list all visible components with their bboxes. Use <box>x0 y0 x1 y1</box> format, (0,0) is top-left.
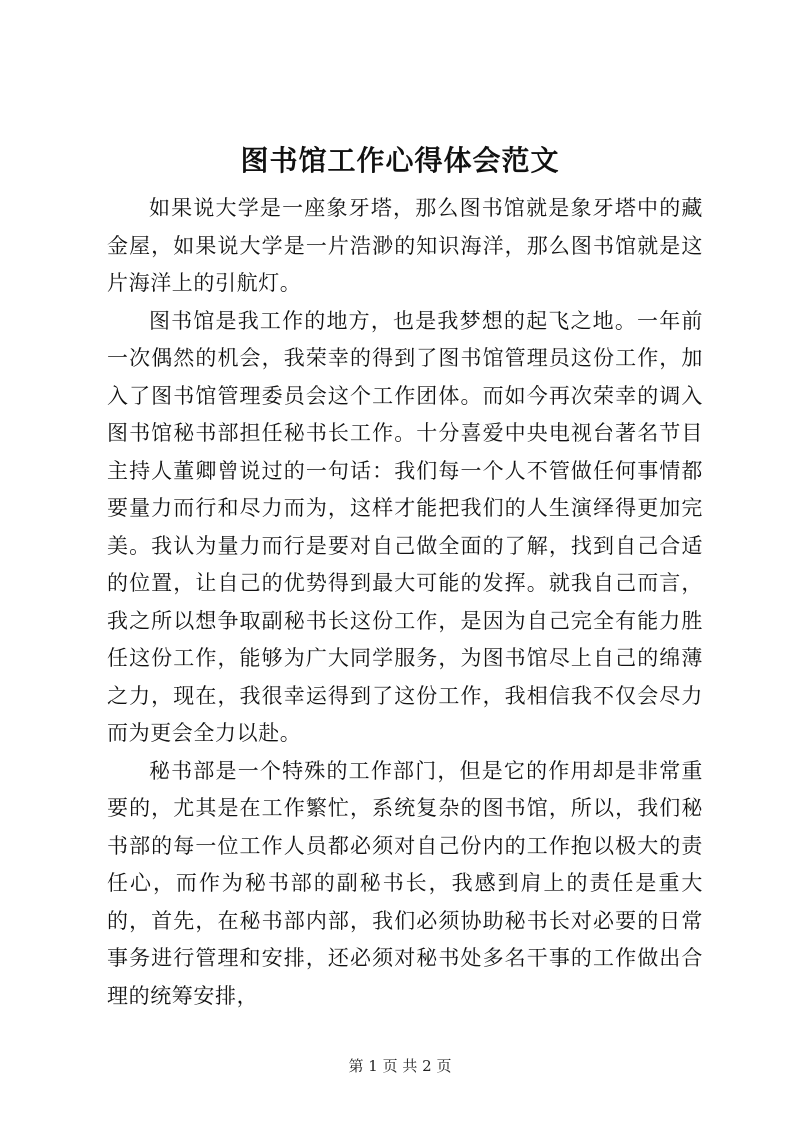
document-body <box>107 190 703 1015</box>
document-title: 图书馆工作心得体会范文 <box>240 144 560 177</box>
page-footer: 第 1 页 共 2 页 <box>348 1057 452 1075</box>
paragraph-1: 如果说大学是一座象牙塔，那么图书馆就是象牙塔中的藏金屋，如果说大学是一片浩渺的知识海洋，那么图书馆就是这片海洋上的引航灯。 <box>107 196 703 295</box>
paragraph-2: 图书馆是我工作的地方，也是我梦想的起飞之地。一年前一次偶然的机会，我荣幸的得到了图书馆管理员这份工作，加入了图书馆管理委员会这个工作团体。而如今再次荣幸的调入图书馆秘书部担任秘书长工作。十分喜爱中央电视台著名节目主持人董卿曾说过的一句话：我们每一个人不管做任何事情都要量力而行和尽力而为，这样才能把我们的人生演绎得更加完美。我认为量力而行是要对自己做全面的了解，找到自己合适的位置，让自己的优势得到最大可能的发挥。就我自己而言，我之所以想争取副秘书长这份工作，是因为自己完全有能力胜任这份工作，能够为广大同学服务，为图书馆尽上自己的绵薄之力，现在，我很幸运得到了这份工作，我相信我不仅会尽力而为更会全力以赴。 <box>107 308 703 745</box>
paragraph-3: 秘书部是一个特殊的工作部门，但是它的作用却是非常重要的，尤其是在工作繁忙，系统复杂的图书馆，所以，我们秘书部的每一位工作人员都必须对自己份内的工作抱以极大的责任心，而作为秘书部的副秘书长，我感到肩上的责任是重大的，首先，在秘书部内部，我们必须协助秘书长对必要的日常事务进行管理和安排，还必须对秘书处多名干事的工作做出合理的统筹安排， <box>107 758 703 1008</box>
